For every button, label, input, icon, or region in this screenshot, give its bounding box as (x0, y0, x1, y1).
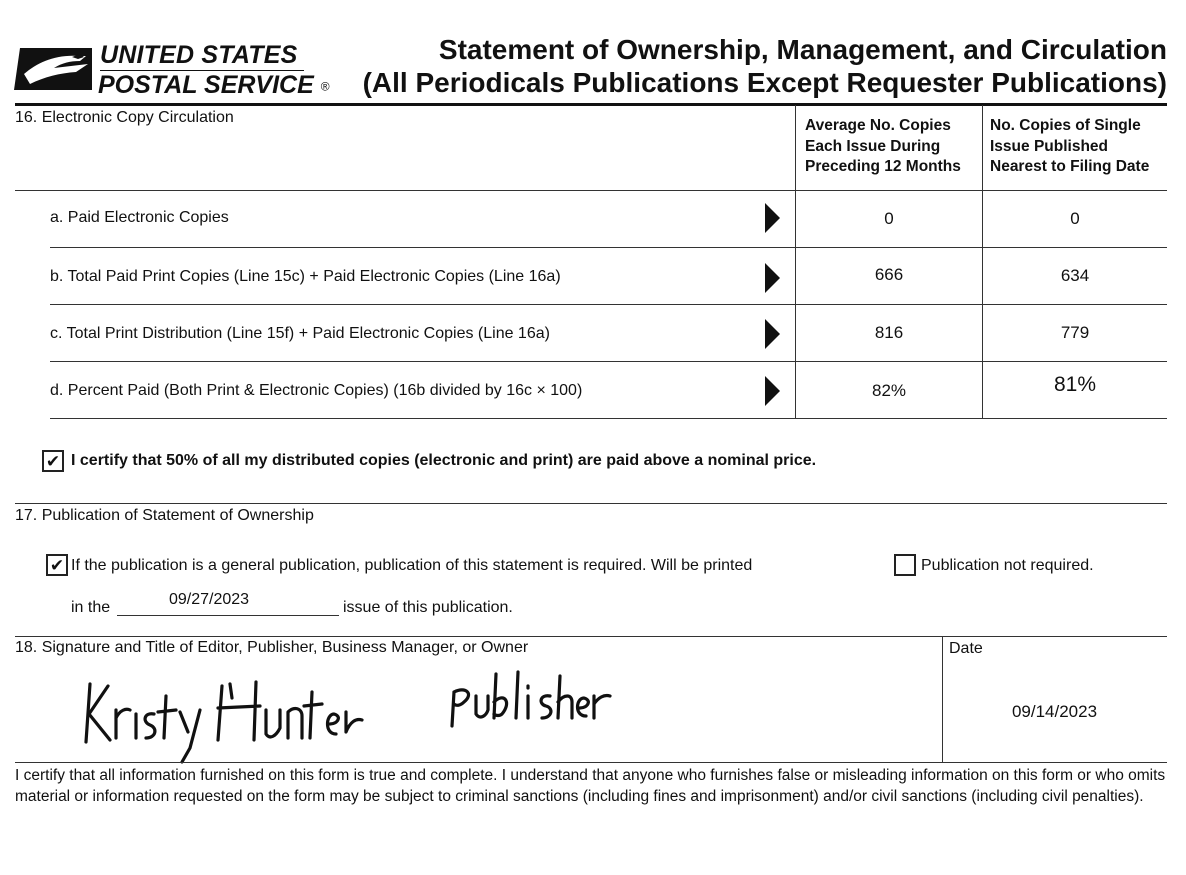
row-divider-c (50, 361, 1167, 362)
section16-heading: 16. Electronic Copy Circulation (15, 109, 234, 126)
certify-50-percent-checkbox[interactable]: ✔ (42, 450, 64, 472)
row-divider-head (15, 190, 1167, 191)
issue-date-underline (117, 615, 339, 616)
row-divider-a (50, 247, 1167, 248)
row-d-single: 81% (1053, 373, 1097, 396)
date-label: Date (949, 640, 983, 657)
col-header-single-line1: No. Copies of Single (990, 117, 1141, 134)
row-d-average: 82% (871, 381, 907, 400)
col-header-average (805, 116, 961, 178)
col-header-single (990, 116, 1149, 178)
row-a-average: 0 (884, 209, 894, 228)
col-divider-right (982, 105, 983, 418)
row-b-label: b. Total Paid Print Copies (Line 15c) + Paid Electronic Copies (Line 16a) (50, 268, 561, 285)
row-b-single: 634 (1060, 266, 1090, 285)
row-d-arrow-icon (765, 376, 780, 406)
row-c-arrow-icon (765, 319, 780, 349)
section17-heading: 17. Publication of Statement of Ownership (15, 507, 314, 524)
row-d-label: d. Percent Paid (Both Print & Electronic Copies) (16b divided by 16c × 100) (50, 382, 583, 399)
general-publication-checkbox[interactable]: ✔ (46, 554, 68, 576)
row-b-average: 666 (874, 265, 904, 284)
form-title-line2: (All Periodicals Publications Except Requester Publications) (362, 67, 1167, 98)
publication-not-required-checkbox[interactable] (894, 554, 916, 576)
row-a-label: a. Paid Electronic Copies (50, 209, 229, 226)
general-publication-text: If the publication is a general publication, publication of this statement is required. Will be printed (71, 557, 753, 574)
row-a-arrow-icon (765, 203, 780, 233)
col-header-average-line3: Preceding 12 Months (805, 158, 961, 175)
date-column-divider (942, 636, 943, 762)
registered-mark: ® (320, 79, 330, 94)
section17-top-rule (15, 503, 1167, 504)
section18-top-rule (15, 636, 1167, 637)
row-c-average: 816 (874, 323, 904, 342)
handwritten-signature (80, 662, 640, 772)
row-c-label: c. Total Print Distribution (Line 15f) + Paid Electronic Copies (Line 16a) (50, 325, 550, 342)
issue-suffix-text: issue of this publication. (343, 599, 513, 616)
row-c-single: 779 (1060, 323, 1090, 342)
issue-date-field[interactable]: 09/27/2023 (168, 591, 250, 608)
usps-logo-line1: UNITED STATES (100, 41, 298, 69)
publication-not-required-text: Publication not required. (921, 557, 1094, 574)
header-rule (15, 103, 1167, 106)
row-divider-d (50, 418, 1167, 419)
row-a-single: 0 (1070, 209, 1080, 228)
col-header-average-line1: Average No. Copies (805, 117, 951, 134)
col-header-single-line3: Nearest to Filing Date (990, 158, 1150, 175)
row-b-arrow-icon (765, 263, 780, 293)
usps-eagle-logo-icon (14, 44, 94, 94)
certify-50-percent-text: I certify that 50% of all my distributed copies (electronic and print) are paid above a nominal price. (71, 452, 817, 469)
col-divider-left (795, 105, 796, 418)
signature-date-value: 09/14/2023 (1011, 702, 1098, 721)
footer-top-rule (15, 762, 1167, 763)
usps-logo-line2-text: POSTAL SERVICE (98, 71, 314, 99)
logo-divider (100, 70, 304, 71)
row-divider-b (50, 304, 1167, 305)
certification-footer-text: I certify that all information furnished on this form is true and complete. I understand that anyone who furnishes false or misleading information on this form or who omits material or information requested on the form may be subject to criminal sanctions (including fines and imprisonment) and/or civil sanctions (including civil penalties). (15, 767, 1166, 805)
usps-logo-line2 (98, 71, 330, 100)
col-header-average-line2: Each Issue During (805, 137, 941, 155)
section18-heading: 18. Signature and Title of Editor, Publisher, Business Manager, or Owner (15, 639, 529, 656)
form-title-line1: Statement of Ownership, Management, and Circulation (438, 34, 1167, 65)
col-header-single-line2: Issue Published (990, 137, 1109, 155)
in-the-label: in the (71, 599, 111, 616)
